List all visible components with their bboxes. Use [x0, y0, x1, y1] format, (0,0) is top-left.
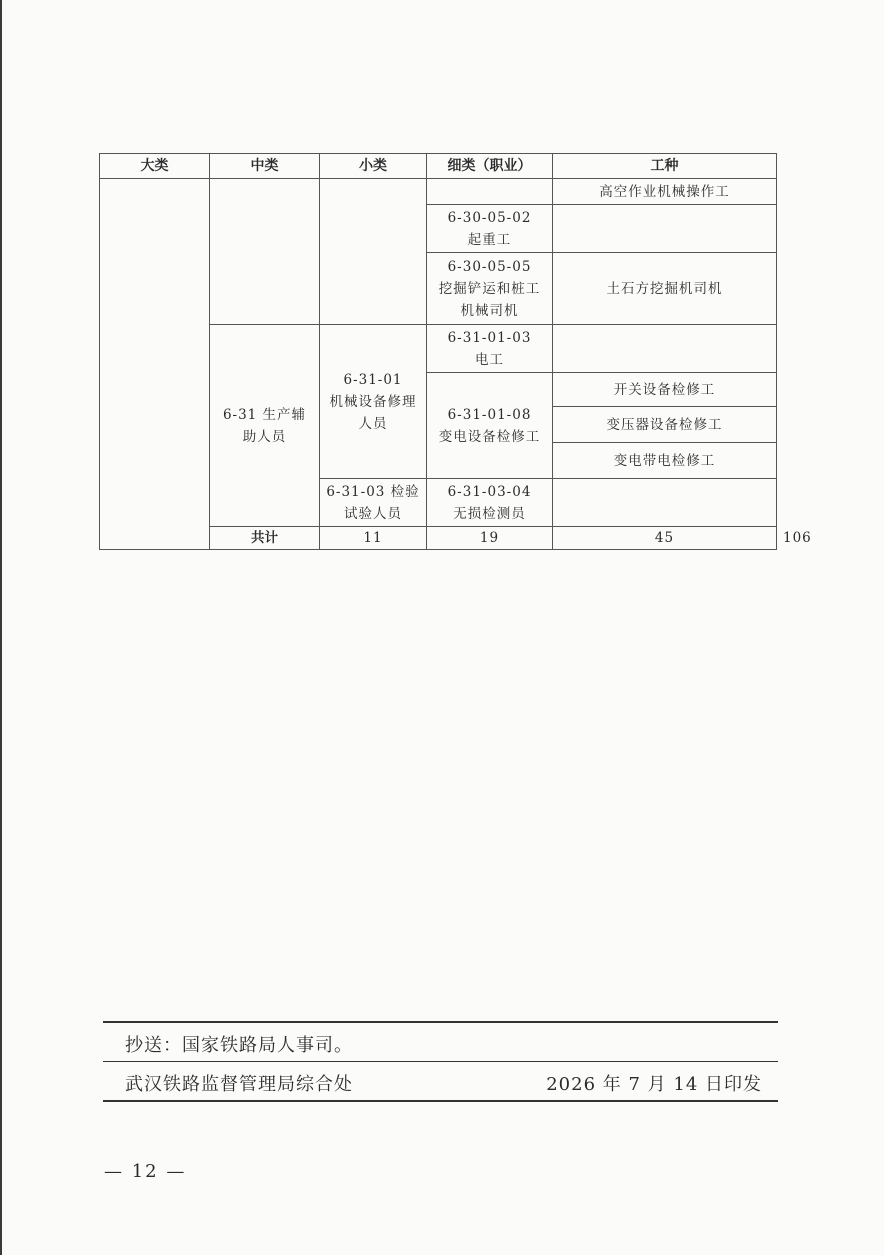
footer-top-rule [103, 1021, 778, 1023]
occupation-table [99, 153, 812, 550]
footer-middle-rule [103, 1061, 778, 1062]
issue-date: 2026 年 7 月 14 日印发 [546, 1074, 762, 1095]
major-empty-cell [100, 179, 210, 550]
occupation-cell [427, 373, 553, 479]
mid-empty-cell [210, 179, 320, 325]
job-cell: 变电带电检修工 [553, 443, 777, 479]
occupation-name: 起重工 [467, 231, 512, 248]
table-header-row [100, 154, 777, 179]
job-empty-cell [553, 205, 777, 253]
job-empty-cell [553, 325, 777, 373]
occupation-cell [427, 205, 553, 253]
occupation-code: 6-31-01-03 [447, 329, 532, 346]
footer-bottom-rule [103, 1100, 778, 1102]
total-occupation: 45 [553, 527, 777, 550]
job-empty-cell [553, 479, 777, 527]
occupation-cell [427, 479, 553, 527]
occupation-name: 无损检测员 [453, 505, 526, 522]
table-row [100, 179, 777, 205]
total-sub: 19 [427, 527, 553, 550]
occupation-cell [427, 325, 553, 373]
occupation-code: 6-31-01-08 [447, 406, 532, 423]
occupation-name: 电工 [475, 351, 504, 368]
total-label: 共计 [210, 527, 320, 550]
occupation-cell [427, 253, 553, 325]
header-occupation: 细类（职业） [427, 154, 553, 179]
occupation-name: 变电设备检修工 [438, 428, 541, 445]
header-mid: 中类 [210, 154, 320, 179]
job-cell: 土石方挖掘机司机 [553, 253, 777, 325]
total-mid: 11 [320, 527, 427, 550]
header-sub: 小类 [320, 154, 427, 179]
job-cell: 高空作业机械操作工 [553, 179, 777, 205]
occupation-code: 6-31-03-04 [447, 483, 532, 500]
sub-name: 机械设备修理人员 [329, 393, 417, 432]
occupation-code: 6-30-05-05 [447, 258, 532, 275]
occupation-name: 挖掘铲运和桩工机械司机 [438, 280, 541, 319]
occupation-empty-cell [427, 179, 553, 205]
page-number: — 12 — [104, 1161, 187, 1182]
sub-cell: 6-31-03 检验试验人员 [320, 479, 427, 527]
job-cell: 变压器设备检修工 [553, 407, 777, 443]
occupation-code: 6-30-05-02 [447, 209, 532, 226]
issuer: 武汉铁路监督管理局综合处 [125, 1074, 353, 1095]
header-job-type: 工种 [553, 154, 777, 179]
total-row: 共计 11 19 45 106 [100, 527, 777, 550]
sub-empty-cell [320, 179, 427, 325]
job-cell: 开关设备检修工 [553, 373, 777, 407]
scan-edge [0, 0, 2, 1255]
sub-code: 6-31-01 [343, 371, 403, 388]
mid-cell: 6-31 生产辅助人员 [210, 325, 320, 527]
header-major: 大类 [100, 154, 210, 179]
cc-line: 抄送：国家铁路局人事司。 [125, 1035, 353, 1056]
sub-cell [320, 325, 427, 479]
